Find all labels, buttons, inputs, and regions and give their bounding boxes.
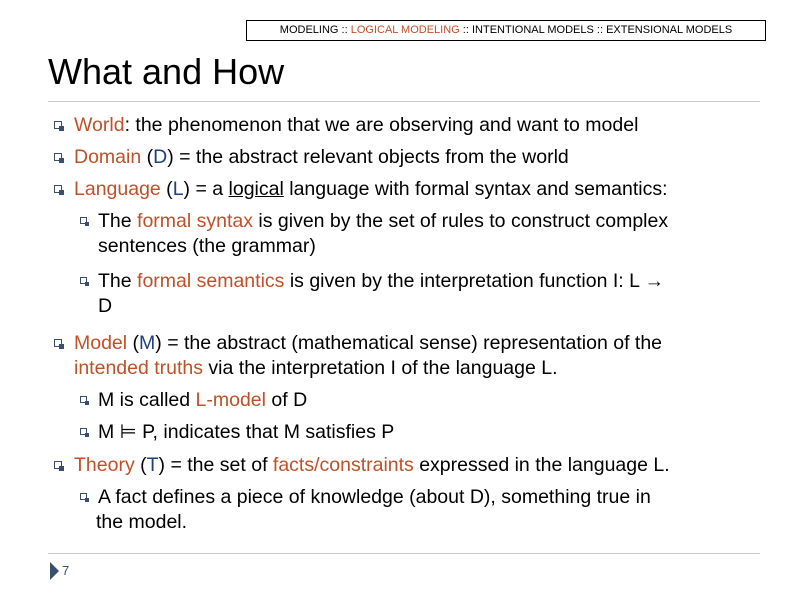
symbol-t: T	[146, 454, 159, 476]
symbol-d: D	[153, 146, 168, 168]
breadcrumb-intentional-models[interactable]: INTENTIONAL MODELS	[471, 24, 594, 36]
symbol-m: M	[139, 332, 156, 354]
subbullet-satisfies: M ⊨ P, indicates that M satisfies P	[98, 421, 395, 443]
subbullet-semantics: The formal semantics is given by the interpretation function I: L →	[98, 270, 665, 292]
breadcrumb	[246, 20, 766, 41]
bullet-language: Language (L) = a logical language with formal syntax and semantics:	[74, 178, 668, 200]
subbullet-semantics-cont: D	[98, 295, 113, 317]
square-bullet-icon	[80, 396, 87, 403]
term-domain: Domain	[74, 146, 142, 168]
square-bullet-icon	[54, 185, 62, 193]
bullet-world: World: the phenomenon that we are observing and want to model	[74, 114, 639, 136]
square-bullet-icon	[54, 461, 62, 469]
breadcrumb-extensional-models[interactable]: EXTENSIONAL MODELS	[606, 24, 733, 36]
term-logical: logical	[228, 178, 284, 200]
breadcrumb-modeling[interactable]: MODELING	[279, 24, 339, 36]
title-divider	[48, 101, 760, 102]
term-facts-constraints: facts/constraints	[272, 454, 414, 476]
breadcrumb-separator: ::	[341, 24, 348, 36]
page-marker-icon	[50, 562, 59, 580]
square-bullet-icon	[54, 339, 62, 347]
page-number: 7	[62, 563, 70, 578]
subbullet-fact: A fact defines a piece of knowledge (about D), something true in	[98, 486, 651, 508]
subbullet-fact-cont: the model.	[96, 511, 188, 533]
slide-title: What and How	[48, 51, 285, 92]
square-bullet-icon	[80, 277, 87, 284]
bullet-theory: Theory (T) = the set of facts/constraints expressed in the language L.	[74, 454, 670, 476]
square-bullet-icon	[80, 493, 87, 500]
term-language: Language	[74, 178, 161, 200]
term-world: World	[74, 114, 125, 136]
square-bullet-icon	[54, 153, 62, 161]
bullet-model: Model (M) = the abstract (mathematical sense) representation of the	[74, 332, 663, 354]
breadcrumb-separator: ::	[462, 24, 469, 36]
term-model: Model	[74, 332, 128, 354]
term-theory: Theory	[74, 454, 135, 476]
footer-divider	[48, 553, 760, 554]
square-bullet-icon	[80, 217, 87, 224]
term-intended-truths: intended truths	[74, 357, 204, 379]
square-bullet-icon	[80, 428, 87, 435]
subbullet-syntax-cont: sentences (the grammar)	[98, 235, 316, 257]
term-formal-syntax: formal syntax	[137, 210, 253, 232]
breadcrumb-separator: ::	[596, 24, 604, 36]
subbullet-syntax: The formal syntax is given by the set of rules to construct complex	[98, 210, 669, 232]
square-bullet-icon	[54, 121, 62, 129]
subbullet-lmodel: M is called L-model of D	[98, 389, 308, 411]
breadcrumb-logical-modeling[interactable]: LOGICAL MODELING	[350, 24, 460, 36]
term-formal-semantics: formal semantics	[137, 270, 285, 292]
symbol-l: L	[172, 178, 184, 200]
term-l-model: L-model	[195, 389, 266, 411]
bullet-domain: Domain (D) = the abstract relevant objects from the world	[74, 146, 569, 168]
bullet-model-cont: intended truths via the interpretation I of the language L.	[74, 357, 558, 379]
